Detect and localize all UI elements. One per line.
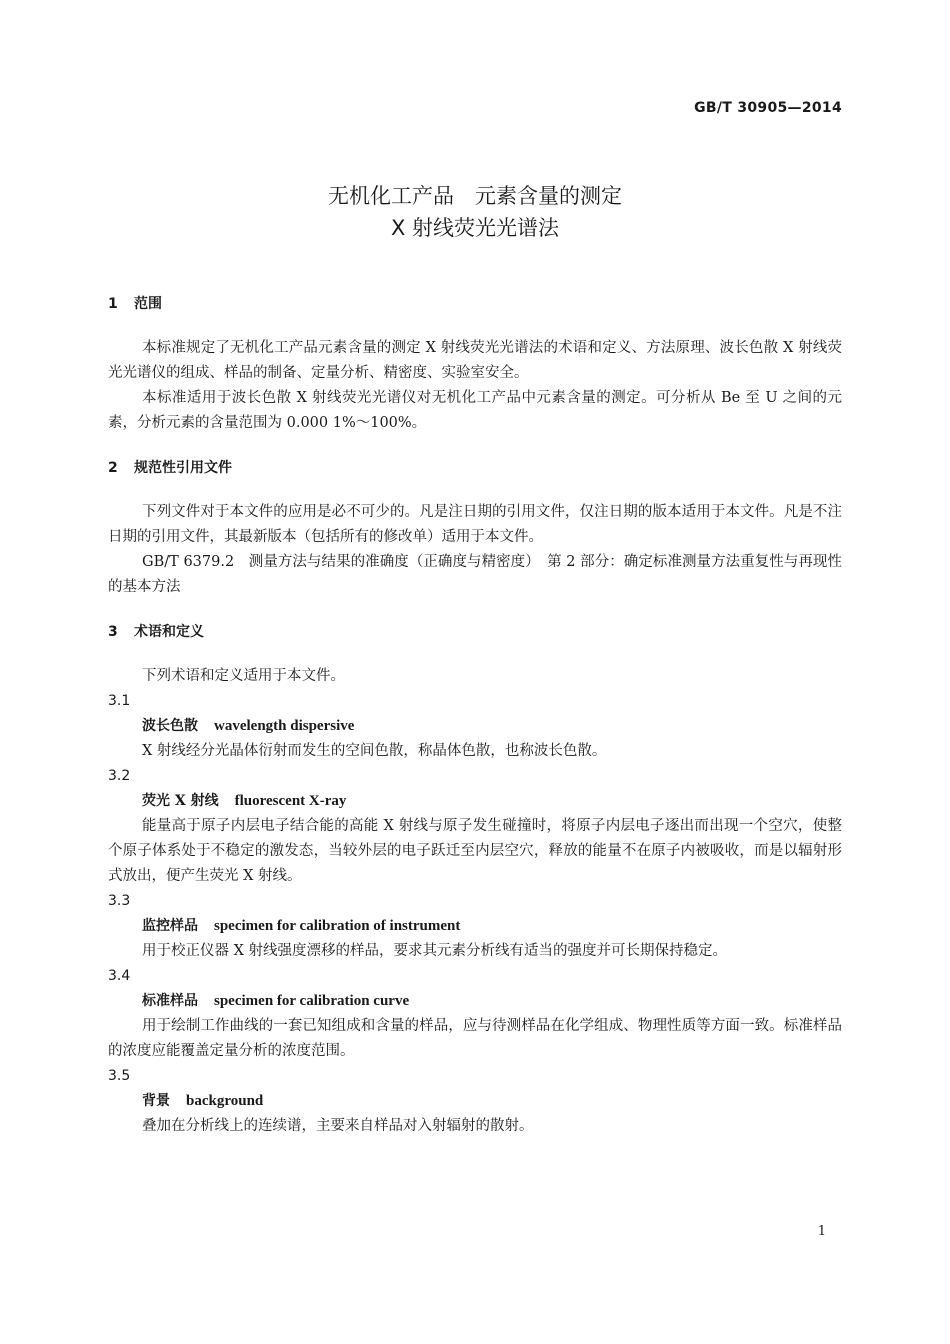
term-name	[108, 989, 842, 1014]
term-definition: 叠加在分析线上的连续谱，主要来自样品对入射辐射的散射。	[142, 1118, 534, 1134]
term-chinese: 背景	[142, 1093, 170, 1109]
term-english: wavelength dispersive	[214, 718, 355, 734]
term-english: specimen for calibration of instrument	[214, 918, 461, 934]
section-title: 术语和定义	[134, 624, 204, 640]
title-line-2: X 射线荧光光谱法	[390, 216, 560, 240]
section-title: 范围	[134, 296, 162, 312]
term-english: background	[186, 1093, 264, 1109]
term-chinese: 标准样品	[142, 993, 198, 1009]
term-english: fluorescent X-ray	[234, 793, 347, 809]
paragraph: 下列术语和定义适用于本文件。	[142, 668, 345, 684]
section-number: 1	[108, 296, 118, 312]
term-number: 3.4	[108, 968, 131, 984]
term-number: 3.5	[108, 1068, 131, 1084]
document-title	[0, 180, 950, 244]
term-chinese: 波长色散	[142, 718, 198, 734]
term-number: 3.3	[108, 893, 131, 909]
term-name	[108, 914, 842, 939]
term-chinese: 监控样品	[142, 918, 198, 934]
paragraph: 下列文件对于本文件的应用是必不可少的。凡是注日期的引用文件，仅注日期的版本适用于本文件。凡是不注日期的引用文件，其最新版本（包括所有的修改单）适用于本文件。	[108, 504, 842, 545]
section-heading-normative-references	[108, 454, 842, 482]
section-heading-scope	[108, 290, 842, 318]
section-number: 3	[108, 624, 118, 640]
title-line-1: 无机化工产品 元素含量的测定	[328, 184, 622, 208]
document-body	[108, 290, 842, 1139]
paragraph: 本标准适用于波长色散 X 射线荧光光谱仪对无机化工产品中元素含量的测定。可分析从 Be 至 U 之间的元素，分析元素的含量范围为 0.000 1%～100%。	[108, 390, 842, 431]
term-definition: 用于校正仪器 X 射线强度漂移的样品，要求其元素分析线有适当的强度并可长期保持稳定。	[142, 943, 728, 959]
paragraph: 本标准规定了无机化工产品元素含量的测定 X 射线荧光光谱法的术语和定义、方法原理、波长色散 X 射线荧光光谱仪的组成、样品的制备、定量分析、精密度、实验室安全。	[108, 340, 842, 381]
term-number: 3.1	[108, 693, 131, 709]
term-name	[108, 1089, 842, 1114]
term-chinese: 荧光 X 射线	[142, 793, 219, 809]
section-number: 2	[108, 460, 118, 476]
section-title: 规范性引用文件	[134, 460, 232, 476]
term-number: 3.2	[108, 768, 131, 784]
reference-entry: GB/T 6379.2 测量方法与结果的准确度（正确度与精密度） 第 2 部分：确定标准测量方法重复性与再现性的基本方法	[108, 554, 842, 595]
term-definition: 用于绘制工作曲线的一套已知组成和含量的样品，应与待测样品在化学组成、物理性质等方面一致。标准样品的浓度应能覆盖定量分析的浓度范围。	[108, 1018, 842, 1059]
term-name	[108, 714, 842, 739]
term-english: specimen for calibration curve	[214, 993, 410, 1009]
standard-code: GB/T 30905—2014	[694, 100, 842, 116]
page-number: 1	[817, 1224, 826, 1239]
term-definition: 能量高于原子内层电子结合能的高能 X 射线与原子发生碰撞时，将原子内层电子逐出而出现一个空穴，使整个原子体系处于不稳定的激发态，当较外层的电子跃迁至内层空穴，释放的能量不在原子内被吸收，而是以辐射形式放出，便产生荧光 X 射线。	[108, 818, 842, 884]
term-name	[108, 789, 842, 814]
term-definition: X 射线经分光晶体衍射而发生的空间色散，称晶体色散，也称波长色散。	[142, 743, 607, 759]
section-heading-terms-and-definitions	[108, 618, 842, 646]
